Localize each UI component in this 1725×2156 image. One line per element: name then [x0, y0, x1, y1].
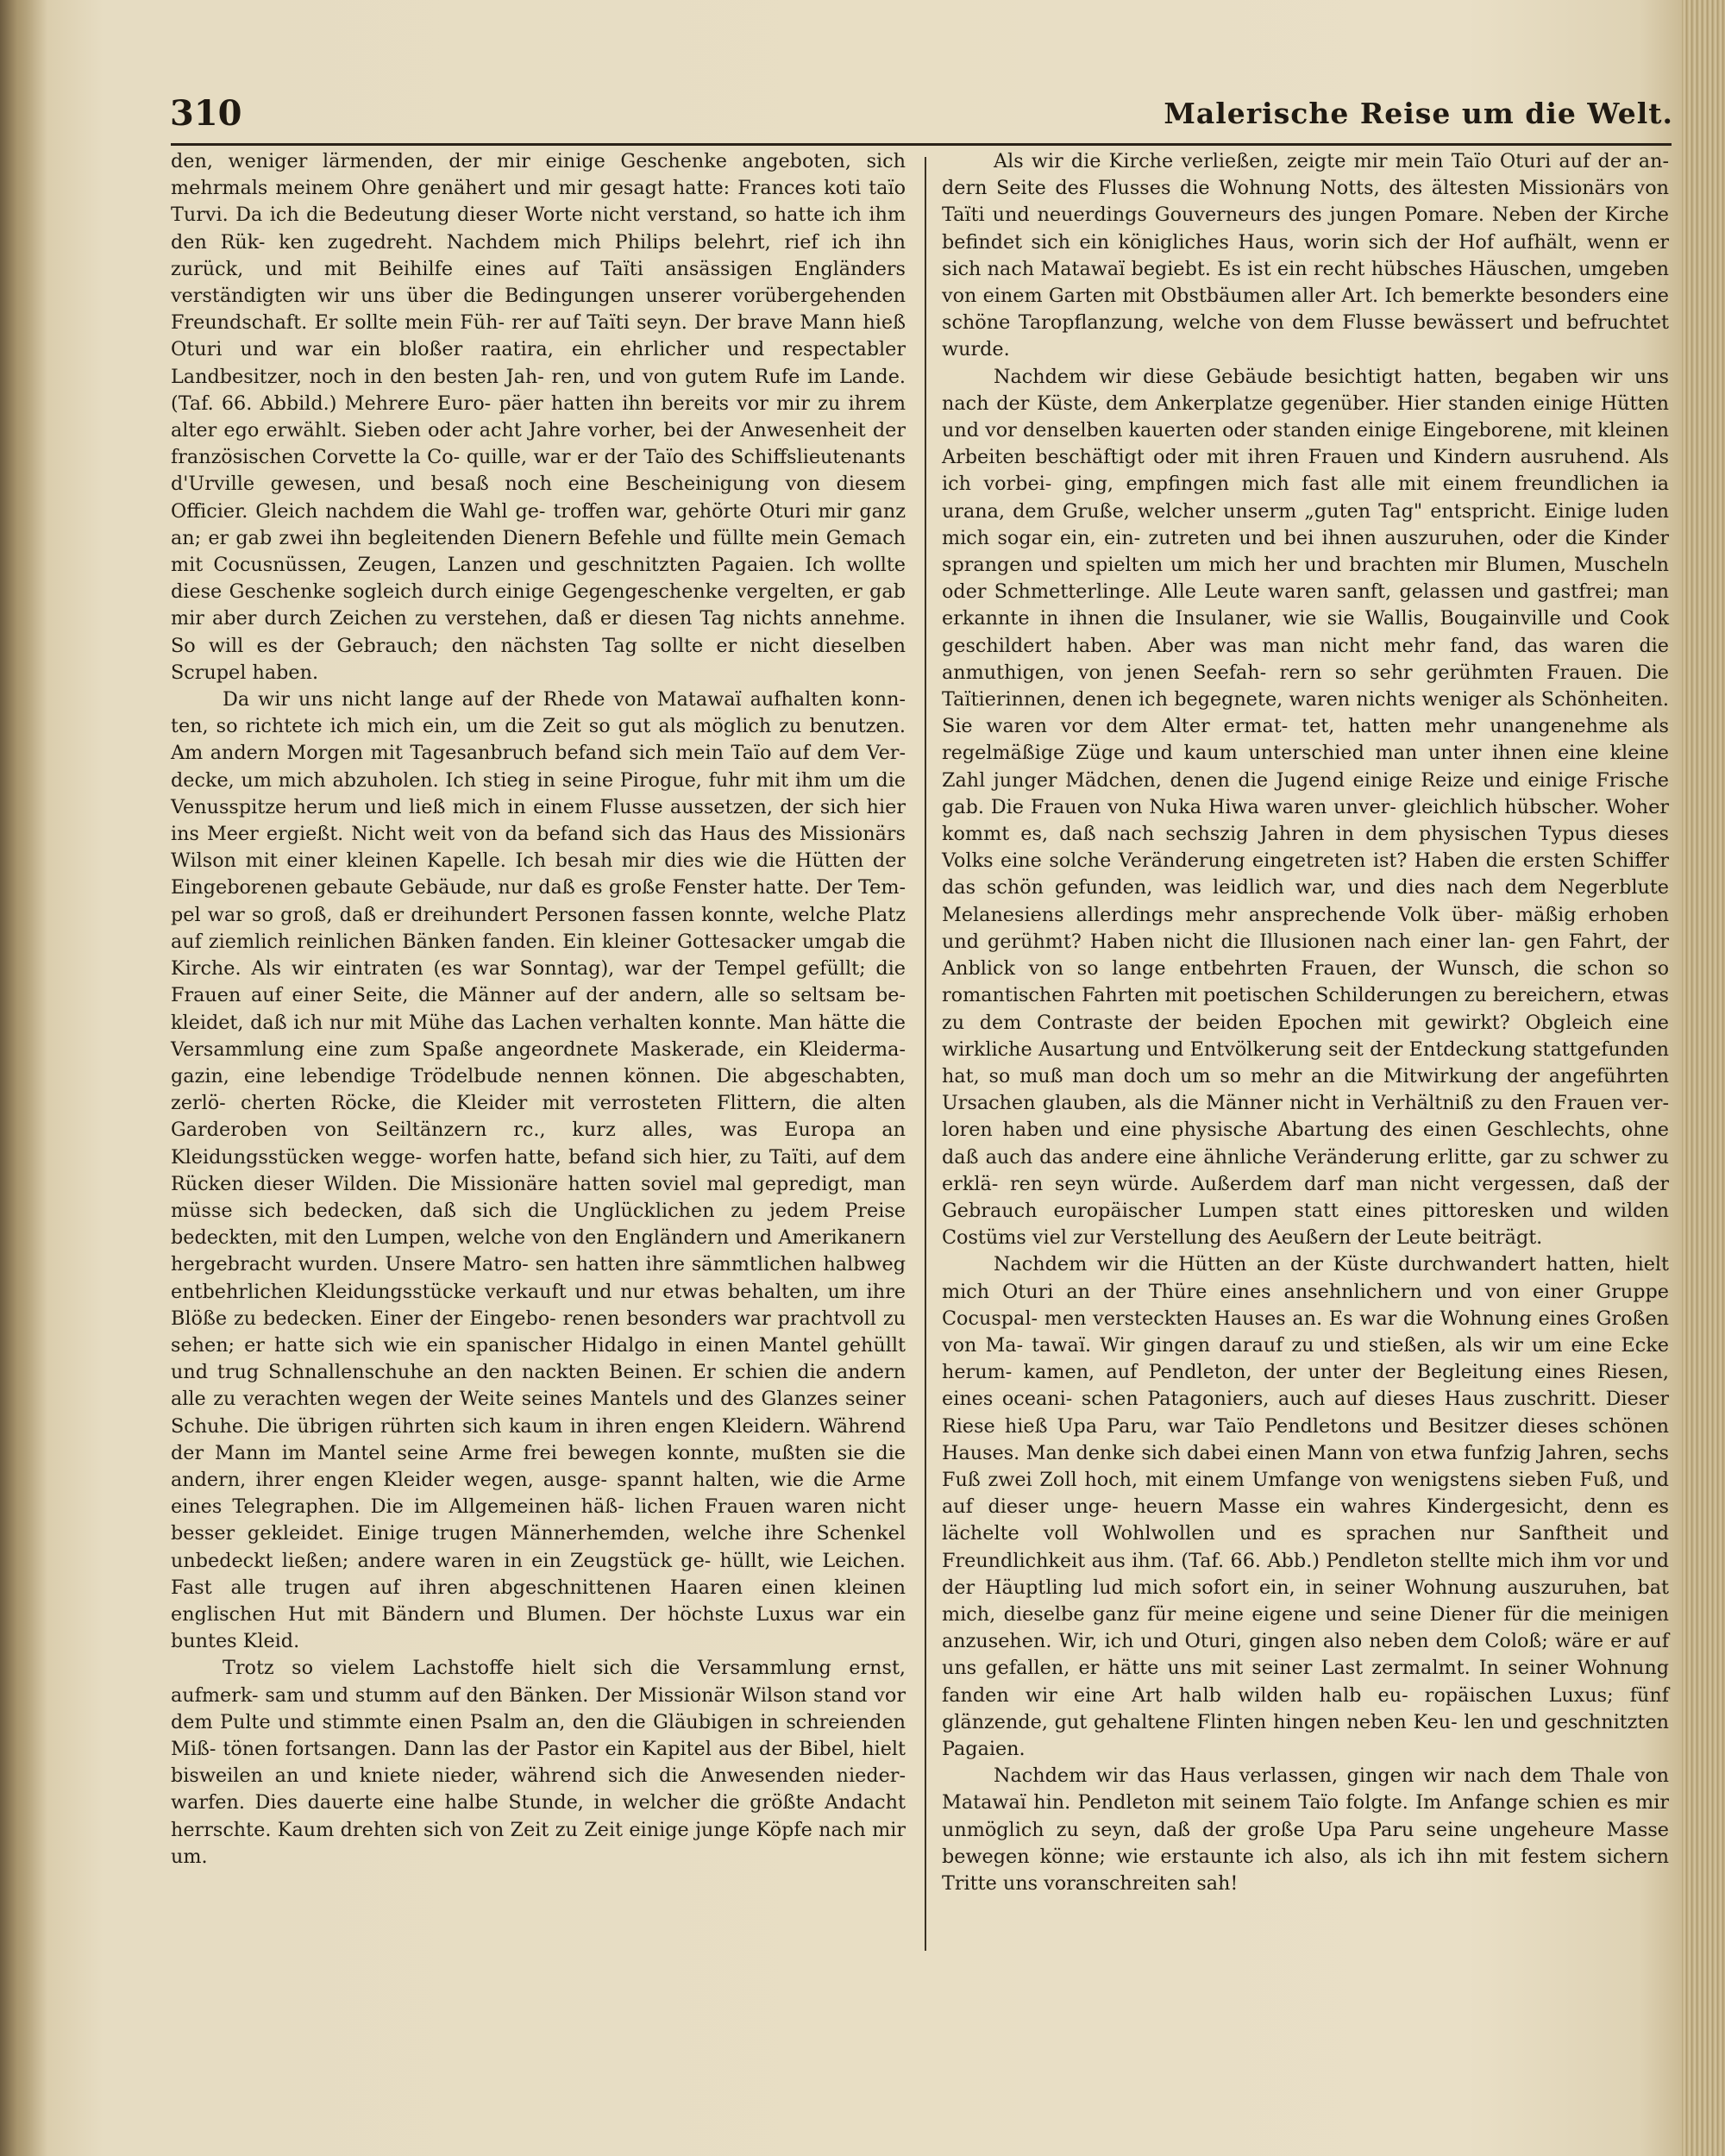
paragraph: Nachdem wir die Hütten an der Küste durchwandert hatten, hielt mich Oturi an der Thüre eines ansehnlichern und von einer Gruppe Cocuspal- men versteckten Hauses an. Es war die Wohnung eines Großen von Ma- tawaï. Wir gingen darauf zu und stießen, als wir um eine Ecke herum- kamen, auf Pendleton, der unter der Begleitung eines Riesen, eines oceani- schen Patagoniers, auch auf dieses Haus zuschritt. Dieser Riese hieß Upa Paru, war Taïo Pendletons und Besitzer dieses schönen Hauses. Man denke sich dabei einen Mann von etwa funfzig Jahren, sechs Fuß zwei Zoll hoch, mit einem Umfange von wenigstens sieben Fuß, und auf dieser unge- heuern Masse ein wahres Kindergesicht, denn es lächelte voll Wohlwollen und es sprachen nur Sanftheit und Freundlichkeit aus ihm. (Taf. 66. Abb.) Pendleton stellte mich ihm vor und der Häuptling lud mich sofort ein, in seiner Wohnung auszuruhen, bat mich, dieselbe ganz für meine eigene und seine Diener für die meinigen anzusehen. Wir, ich und Oturi, gingen also neben dem Coloß; wäre er auf uns gefallen, er hätte uns mit seiner Last zermalmt. In seiner Wohnung fanden wir eine Art halb wilden halb eu- ropäischen Luxus; fünf glänzende, gut gehaltene Flinten hingen neben Keu- len und geschnitzten Pagaien.	[942, 1253, 1669, 1760]
header-rule	[171, 143, 1672, 146]
running-title: Malerische Reise um die Welt.	[1164, 97, 1673, 130]
page-edges	[1682, 0, 1725, 2156]
column-divider	[925, 157, 926, 1951]
left-column	[171, 148, 906, 1871]
book-gutter	[0, 0, 47, 2156]
right-column	[942, 148, 1669, 1897]
page-number: 310	[170, 93, 242, 134]
paragraph: den, weniger lärmenden, der mir einige Geschenke angeboten, sich mehrmals meinem Ohre genähert und mir gesagt hatte: Frances koti taïo Turvi. Da ich die Bedeutung dieser Worte nicht verstand, so hatte ich ihm den Rük- ken zugedreht. Nachdem mich Philips belehrt, rief ich ihn zurück, und mit Beihilfe eines auf Taïti ansässigen Engländers verständigten wir uns über die Bedingungen unserer vorübergehenden Freundschaft. Er sollte mein Füh- rer auf Taïti seyn. Der brave Mann hieß Oturi und war ein bloßer raatira, ein ehrlicher und respectabler Landbesitzer, noch in den besten Jah- ren, und von gutem Rufe im Lande. (Taf. 66. Abbild.) Mehrere Euro- päer hatten ihn bereits vor mir zu ihrem alter ego erwählt. Sieben oder acht Jahre vorher, bei der Anwesenheit der französischen Corvette la Co- quille, war er der Taïo des Schiffslieutenants d'Urville gewesen, und besaß noch eine Bescheinigung von diesem Officier. Gleich nachdem die Wahl ge- troffen war, gehörte Oturi mir ganz an; er gab zwei ihn begleitenden Dienern Befehle und füllte mein Gemach mit Cocusnüssen, Zeugen, Lanzen und geschnitzten Pagaien. Ich wollte diese Geschenke sogleich durch einige Gegengeschenke vergelten, er gab mir aber durch Zeichen zu verstehen, daß er diesen Tag nichts annehme. So will es der Gebrauch; den nächsten Tag sollte er nicht dieselben Scrupel haben.	[171, 150, 906, 684]
paragraph: Trotz so vielem Lachstoffe hielt sich die Versammlung ernst, aufmerk- sam und stumm auf den Bänken. Der Missionär Wilson stand vor dem Pulte und stimmte einen Psalm an, den die Gläubigen in schreienden Miß- tönen fortsangen. Dann las der Pastor ein Kapitel aus der Bibel, hielt bisweilen an und kniete nieder, während sich die Anwesenden nieder- warfen. Dies dauerte eine halbe Stunde, in welcher die größte Andacht herrschte. Kaum drehten sich von Zeit zu Zeit einige junge Köpfe nach mir um.	[171, 1657, 906, 1868]
paragraph: Da wir uns nicht lange auf der Rhede von Matawaï aufhalten konn- ten, so richtete ich mich ein, um die Zeit so gut als möglich zu benutzen. Am andern Morgen mit Tagesanbruch befand sich mein Taïo auf dem Ver- decke, um mich abzuholen. Ich stieg in seine Pirogue, fuhr mit ihm um die Venusspitze herum und ließ mich in einem Flusse aussetzen, der sich hier ins Meer ergießt. Nicht weit von da befand sich das Haus des Missionärs Wilson mit einer kleinen Kapelle. Ich besah mir dies wie die Hütten der Eingeborenen gebaute Gebäude, nur daß es große Fenster hatte. Der Tem- pel war so groß, daß er dreihundert Personen fassen konnte, welche Platz auf ziemlich reinlichen Bänken fanden. Ein kleiner Gottesacker umgab die Kirche. Als wir eintraten (es war Sonntag), war der Tempel gefüllt; die Frauen auf einer Seite, die Männer auf der andern, alle so seltsam be- kleidet, daß ich nur mit Mühe das Lachen verhalten konnte. Man hätte die Versammlung eine zum Spaße angeordnete Maskerade, ein Kleiderma- gazin, eine lebendige Trödelbude nennen können. Die abgeschabten, zerlö- cherten Röcke, die Kleider mit verrosteten Flittern, die alten Garderoben von Seiltänzern rc., kurz alles, was Europa an Kleidungsstücken wegge- worfen hatte, befand sich hier, zu Taïti, auf dem Rücken dieser Wilden. Die Missionäre hatten soviel mal gepredigt, man müsse sich bedecken, daß sich die Unglücklichen zu jedem Preise bedeckten, mit den Lumpen, welche von den Engländern und Amerikanern hergebracht wurden. Unsere Matro- sen hatten ihre sämmtlichen halbweg entbehrlichen Kleidungsstücke verkauft und nur etwas behalten, um ihre Blöße zu bedecken. Einer der Eingebo- renen besonders war prachtvoll zu sehen; er hatte sich wie ein spanischer Hidalgo in einen Mantel gehüllt und trug Schnallenschuhe an den nackten Beinen. Er schien die andern alle zu verachten wegen der Weite seines Mantels und des Glanzes seiner Schuhe. Die übrigen rührten sich kaum in ihren engen Kleidern. Während der Mann im Mantel seine Arme frei bewegen konnte, mußten sie die andern, ihrer engen Kleider wegen, ausge- spannt halten, wie die Arme eines Telegraphen. Die im Allgemeinen häß- lichen Frauen waren nicht besser gekleidet. Einige trugen Männerhemden, welche ihre Schenkel unbedeckt ließen; andere waren in ein Zeugstück ge- hüllt, wie Leichen. Fast alle trugen auf ihren abgeschnittenen Haaren einen kleinen englischen Hut mit Bändern und Blumen. Der höchste Luxus war ein buntes Kleid.	[171, 688, 906, 1653]
paragraph: Nachdem wir das Haus verlassen, gingen wir nach dem Thale von Matawaï hin. Pendleton mit seinem Taïo folgte. Im Anfange schien es mir unmöglich zu seyn, daß der große Upa Paru seine ungeheure Masse bewegen könne; wie erstaunte ich also, als ich ihn mit festem sichern Tritte uns voranschreiten sah!	[942, 1764, 1669, 1895]
paragraph: Als wir die Kirche verließen, zeigte mir mein Taïo Oturi auf der an- dern Seite des Flusses die Wohnung Notts, des ältesten Missionärs von Taïti und neuerdings Gouverneurs des jungen Pomare. Neben der Kirche befindet sich ein königliches Haus, worin sich der Hof aufhält, wenn er sich nach Matawaï begiebt. Es ist ein recht hübsches Häuschen, umgeben von einem Garten mit Obstbäumen aller Art. Ich bemerkte besonders eine schöne Taropflanzung, welche von dem Flusse bewässert und befruchtet wurde.	[942, 150, 1669, 361]
paragraph: Nachdem wir diese Gebäude besichtigt hatten, begaben wir uns nach der Küste, dem Ankerplatze gegenüber. Hier standen einige Hütten und vor denselben kauerten oder standen einige Eingeborene, mit kleinen Arbeiten beschäftigt oder mit ihren Frauen und Kindern ausruhend. Als ich vorbei- ging, empfingen mich fast alle mit einem freundlichen ia urana, dem Gruße, welcher unserm „guten Tag" entspricht. Einige luden mich sogar ein, ein- zutreten und bei ihnen auszuruhen, oder die Kinder sprangen und spielten um mich her und brachten mir Blumen, Muscheln oder Schmetterlinge. Alle Leute waren sanft, gelassen und gastfrei; man erkannte in ihnen die Insulaner, wie sie Wallis, Bougainville und Cook geschildert haben. Aber was man nicht mehr fand, das waren die anmuthigen, von jenen Seefah- rern so sehr gerühmten Frauen. Die Taïtierinnen, denen ich begegnete, waren nichts weniger als Schönheiten. Sie waren vor dem Alter ermat- tet, hatten mehr unangenehme als regelmäßige Züge und kaum unterschied man unter ihnen eine kleine Zahl junger Mädchen, denen die Jugend einige Reize und einige Frische gab. Die Frauen von Nuka Hiwa waren unver- gleichlich hübscher. Woher kommt es, daß nach sechszig Jahren in dem physischen Typus dieses Volks eine solche Veränderung eingetreten ist? Haben die ersten Schiffer das schön gefunden, was leidlich war, und dies nach dem Negerblute Melanesiens allerdings mehr ansprechende Volk über- mäßig erhoben und gerühmt? Haben nicht die Illusionen nach einer lan- gen Fahrt, der Anblick von so lange entbehrten Frauen, der Wunsch, die schon so romantischen Fahrten mit poetischen Schilderungen zu bereichern, etwas zu dem Contraste der beiden Epochen mit gewirkt? Obgleich eine wirkliche Ausartung und Entvölkerung seit der Entdeckung stattgefunden hat, so muß man doch um so mehr an die Mitwirkung der angeführten Ursachen glauben, als die Männer nicht in Verhältniß zu den Frauen ver- loren haben und eine physische Abartung des einen Geschlechts, ohne daß auch das andere eine ähnliche Veränderung erlitte, gar zu schwer zu erklä- ren seyn würde. Außerdem darf man nicht vergessen, daß der Gebrauch europäischer Lumpen statt eines pittoresken und wilden Costüms viel zur Verstellung des Aeußern der Leute beiträgt.	[942, 365, 1669, 1250]
